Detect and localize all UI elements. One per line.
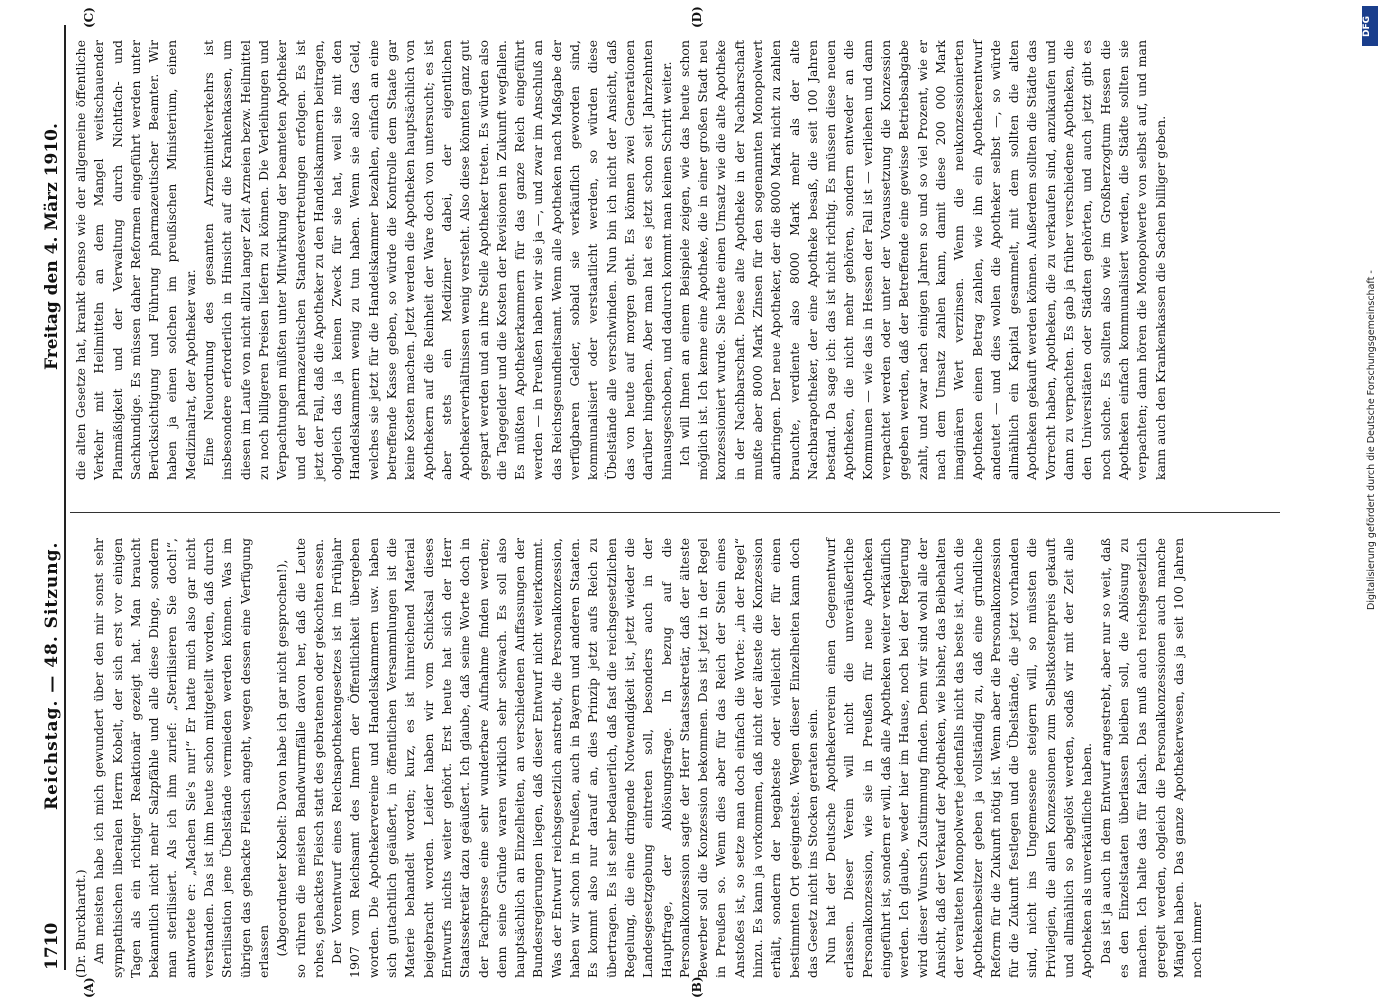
margin-marker-a: (A) xyxy=(82,977,96,998)
header-left: Reichstag. — 48. Sitzung. xyxy=(42,541,62,810)
dfg-logo: DFG xyxy=(1362,6,1378,46)
paragraph: Das ist ja auch in dem Entwurf angestrebt, aber nur so weit, daß es den Einzelstaaten überlassen bleiben soll, die Ablösung zu machen. Ich halte das für falsch. Das muß auch reichsgesetzlich geregelt werden, obgleich die Personalkonzessionen auch manche Mängel haben. Das ganze Apothekerwesen, das ja seit 100 Jahren noch immer xyxy=(1097,538,1205,978)
text-column-left xyxy=(72,538,1206,978)
paragraph: die alten Gesetze hat, krankt ebenso wie der allgemeine öffentliche Verkehr mit Heilmitteln an dem Mangel weitschauender Planmäßigkeit und der Verwaltung durch Nichtfach- und Sachkundige. Es müssen daher Reformen eingeführt werden unter Berücksichtigung und Führung pharmazeutischer Beamter. Wir haben ja einen solchen im preußischen Ministerium, einen Medizinalrat, der Apotheker war. xyxy=(73,40,198,480)
header-right: Freitag den 4. März 1910. xyxy=(42,123,62,370)
margin-marker-b: (B) xyxy=(690,976,704,998)
paragraph: Ich will Ihnen an einem Beispiele zeigen, wie das heute schon möglich ist. Ich kenne eine Apotheke, die in einer großen Stadt neu konzessioniert wurde. Sie hatte einen Umsatz wie die alte Apotheke in der Nachbarschaft. Diese alte Apotheke in der Nachbarschaft mußte aber 8000 Mark Zinsen für den sogenannten Monopolwert aufbringen. Der neue Apotheker, der die 8000 Mark nicht zu zahlen brauchte, verdiente also 8000 Mark mehr als der alte Nachbarapotheker, der eine Apotheke besaß, die seit 100 Jahren bestand. Da sage ich: das ist nicht richtig. Es müssen diese neuen Apotheken, die nicht mehr gehören, sondern entweder an die Kommunen — wie das in Hessen der Fall ist — verliehen und dann verpachtet werden oder unter der Voraussetzung die Konzession gegeben werden, daß der Betreffende eine gewisse Betriebsabgabe zahlt, und zwar nach einigen Jahren so und so viel Prozent, wie er nach dem Umsatz zahlen kann, damit diese 200 000 Mark imaginären Wert verzinsen. Wenn die neukonzessionierten Apotheken einen Betrag zahlen, wie ihn ein Apothekerentwurf andeutet — und dies wollen die Apotheker selbst —, so würde allmählich ein Kapital gesammelt, mit dem sollten die alten Apotheken gekauft werden können. Außerdem sollten die Städte das Vorrecht haben, Apotheken, die zu verkaufen sind, anzukaufen und dann zu verpachten. Es gab ja früher verschiedene Apotheken, die den Universitäten oder Städten gehörten, und auch jetzt gibt es noch solche. Es sollten also wie im Großherzogtum Hessen die Apotheken einfach kommunalisiert werden, die Städte sollten sie verpachten; dann hören die Monopolwerte von selbst auf, und man kann auch den Krankenkassen die Sachen billiger geben. xyxy=(676,40,1168,480)
speaker-label: (Dr. Burckhardt.) xyxy=(73,869,88,978)
column-divider xyxy=(70,512,1280,513)
margin-marker-d: (D) xyxy=(690,6,704,28)
text-column-right xyxy=(72,40,1170,480)
paragraph: Nun hat der Deutsche Apothekerverein einen Gegenentwurf erlassen. Dieser Verein will nicht die unveräußerliche Personalkonzession, wie sie in Preußen für neue Apotheken eingeführt ist, sondern er will, daß alle Apotheken weiter verkäuflich werden. Ich glaube, weder hier im Hause, noch bei der Regierung wird dieser Wunsch Zustimmung finden. Denn wir sind wohl alle der Ansicht, daß der Verkauf der Apotheken, wie bisher, das Beibehalten der veralteten Monopolwerte jedenfalls nicht das beste ist. Auch die Apothekenbesitzer geben ja vollständig zu, daß eine gründliche Reform für die Zukunft nötig ist. Wenn aber die Personalkonzession für die Zukunft festlegen und die Übelstände, die jetzt vorhanden sind, nicht ins Ungemessene steigern will, so müssten die Privilegien, die allen Konzessionen zum Selbstkostenpreis gekauft und allmählich so abgelöst werden, sodaß wir mit der Zeit alle Apotheken als unverkäufliche haben. xyxy=(823,538,1095,978)
paragraph: Am meisten habe ich mich gewundert über den mir sonst sehr sympathischen liberalen Herrn Kobelt, der sich erst vor einigen Tagen als ein richtiger Reaktionär gezeigt hat. Man braucht bekanntlich nicht mehr Salzpfähle und alle diese Dinge, sondern man sterilisiert. Als ich ihm zurief: „Sterilisieren Sie doch!“, antwortete er: „Machen Sie's nur!“ Er hatte mich also gar nicht verstanden. Das ist ihm heute schon mitgeteilt worden, daß durch Sterilisation jene Übelstände vermieden werden können. Was im übrigen das gehackte Fleisch angeht, wegen dessen eine Verfügung erlassen xyxy=(91,538,271,978)
paragraph: Eine Neuordnung des gesamten Arzneimittelverkehrs ist insbesondere erforderlich in Hinsicht auf die Krankenkassen, um diesen im Laufe von nicht allzu langer Zeit Arzneien bezw. Heilmittel zu noch billigeren Preisen liefern zu können. Die Verleihungen und Verpachtungen müßten unter Mitwirkung der beamteten Apotheker und der pharmazeutischen Standesvertretungen erfolgen. Es ist jetzt der Fall, daß die Apotheker zu den Handelskammern beitragen, obgleich das ja keinen Zweck für sie hat, weil sie mit den Handelskammern wenig zu tun haben. Wenn sie also das Geld, welches sie jetzt für die Handelskammer bezahlen, einfach an eine betreffende Kasse geben, so würde die Kontrolle dem Staate gar keine Kosten machen. Jetzt werden die Apotheken hauptsächlich von Apothekern auf die Reinheit der Ware doch von untersucht; es ist aber stets ein Mediziner dabei, der eigentlichen Apothekerverhältnissen wenig versteht. Also diese könnten ganz gut gespart werden und an ihre Stelle Apotheker treten. Es würden also die Tagegelder und die Kosten der Revisionen in Zukunft wegfallen. Es müßten Apothekerkammern für das ganze Reich eingeführt werden — in Preußen haben wir sie ja —, und zwar im Anschluß an das Reichsgesundheitsamt. Wenn alle Apotheken nach Maßgabe der verfügbaren Gelder, sobald sie verkäuflich geworden sind, kommunalisiert oder verstaatlicht werden, so würden diese Übelstände alle verschwinden. Nun bin ich nicht der Ansicht, daß das von heute auf morgen geht. Es können zwei Generationen darüber hingehen. Aber man hat es jetzt schon seit Jahrzehnten hinausgeschoben, und dadurch kommt man keinen Schritt weiter. xyxy=(201,40,674,480)
digitization-credit: Digitalisierung gefördert durch die Deutsche Forschungsgemeinschaft - xyxy=(1366,270,1377,610)
header-rule xyxy=(64,25,66,970)
margin-marker-c: (C) xyxy=(82,7,96,28)
interjection: (Abgeordneter Kobelt: Davon habe ich gar nicht gesprochen!), xyxy=(274,559,290,957)
paragraph: Der Vorentwurf eines Reichsapothekengesetzes ist im Frühjahr 1907 vom Reichsamt des Innern der Öffentlichkeit übergeben worden. Die Apothekervereine und Handelskammern usw. haben sich gutachtlich geäußert, in öffentlichen Versammlungen ist die Materie behandelt worden; kurz, es ist hinreichend Material beigebracht worden. Leider haben wir vom Schicksal dieses Entwurfs nichts weiter gehört. Erst heute hat sich der Herr Staatssekretär dazu geäußert. Ich glaube, daß seine Worte doch in der Fachpresse eine sehr wunderbare Aufnahme finden werden; denn seine Gründe waren wirklich sehr schwach. Es soll also hauptsächlich an Einzelheiten, an verschiedenen Auffassungen der Bundesregierungen liegen, daß dieser Entwurf nicht weiterkommt. Was der Entwurf reichsgesetzlich anstrebt, die Personalkonzession, haben wir schon in Preußen, auch in Bayern und anderen Staaten. Es kommt also nur darauf an, dies Prinzip jetzt aufs Reich zu übertragen. Es ist sehr bedauerlich, daß fast die reichsgesetzlichen Regelung, die eine dringende Notwendigkeit ist, jetzt wieder die Landesgesetzgebung eintreten soll, besonders auch in der Hauptfrage, der Ablösungsfrage. In bezug auf die Personalkonzession sagte der Herr Staatssekretär, daß der älteste Bewerber soll die Konzession bekommen. Das ist jetzt in der Regel in Preußen so. Wenn dies aber für das Reich der Stein eines Anstoßes ist, so setze man doch einfach die Worte: „in der Regel“ hinzu. Es kann ja vorkommen, daß nicht der älteste die Konzession erhält, sondern der begabteste oder vielleicht der für einen bestimmten Ort geeignetste. Wegen dieser Einzelheiten kann doch das Gesetz nicht ins Stocken geraten sein. xyxy=(329,538,820,978)
paragraph: so rühren die meisten Bandwurmfälle davon her, daß die Leute rohes, gehacktes Fleisch statt des gebratenen oder gekochten essen. xyxy=(292,538,326,978)
page-number: 1710 xyxy=(42,922,62,970)
